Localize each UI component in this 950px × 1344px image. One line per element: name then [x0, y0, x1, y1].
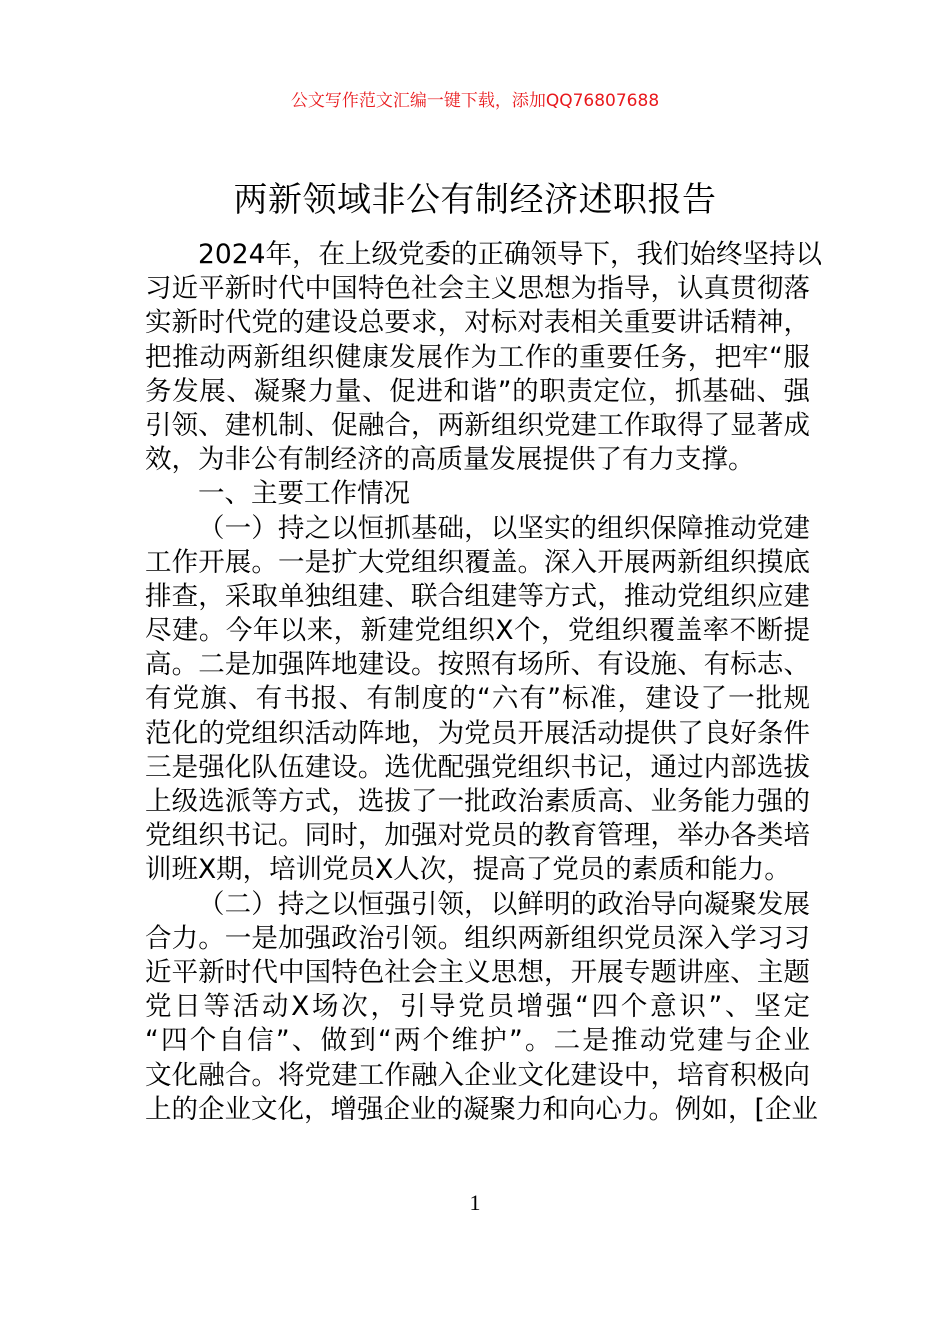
paragraph-line: 习近平新时代中国特色社会主义思想为指导，认真贯彻落	[145, 273, 810, 305]
paragraph-line: 实新时代党的建设总要求，对标对表相关重要讲话精神，	[145, 307, 810, 339]
paragraph-line: 尽建。今年以来，新建党组织X个，党组织覆盖率不断提	[145, 615, 810, 647]
paragraph-line: 有党旗、有书报、有制度的“六有”标准，建设了一批规	[145, 683, 810, 715]
paragraph-line: （二）持之以恒强引领，以鲜明的政治导向凝聚发展	[198, 888, 810, 920]
page-number: 1	[469, 1190, 481, 1215]
paragraph-line: 效，为非公有制经济的高质量发展提供了有力支撑。	[145, 444, 755, 476]
paragraph-line: 合力。一是加强政治引领。组织两新组织党员深入学习习	[145, 922, 810, 954]
paragraph-line: 一、主要工作情况	[198, 478, 410, 510]
paragraph-line: 党日等活动X场次，引导党员增强“四个意识”、坚定	[145, 991, 810, 1023]
paragraph-line: （一）持之以恒抓基础，以坚实的组织保障推动党建	[198, 512, 810, 544]
paragraph-line: 近平新时代中国特色社会主义思想，开展专题讲座、主题	[145, 956, 810, 988]
paragraph-line: 上的企业文化，增强企业的凝聚力和向心力。例如，[企业	[145, 1093, 818, 1125]
paragraph-line: 党组织书记。同时，加强对党员的教育管理，举办各类培	[145, 820, 810, 852]
paragraph-line: 2024年，在上级党委的正确领导下，我们始终坚持以	[198, 239, 822, 270]
paragraph-line: 高。二是加强阵地建设。按照有场所、有设施、有标志、	[145, 649, 810, 681]
paragraph-line: 三是强化队伍建设。选优配强党组织书记，通过内部选拔	[145, 751, 810, 783]
paragraph-line: 排查，采取单独组建、联合组建等方式，推动党组织应建	[145, 580, 810, 612]
paragraph-line: 工作开展。一是扩大党组织覆盖。深入开展两新组织摸底	[145, 546, 810, 578]
paragraph-line: 把推动两新组织健康发展作为工作的重要任务，把牢“服	[145, 341, 810, 373]
paragraph-line: 训班X期，培训党员X人次，提高了党员的素质和能力。	[145, 854, 791, 886]
paragraph-line: 引领、建机制、促融合，两新组织党建工作取得了显著成	[145, 409, 810, 441]
download-watermark: 公文写作范文汇编一键下载，添加QQ76807688	[290, 91, 660, 111]
paragraph-line: 上级选派等方式，选拔了一批政治素质高、业务能力强的	[145, 786, 810, 817]
document-body	[145, 238, 822, 1127]
document-title: 两新领域非公有制经济述职报告	[233, 180, 717, 220]
paragraph-line: “四个自信”、做到“两个维护”。二是推动党建与企业	[145, 1025, 810, 1057]
paragraph-line: 务发展、凝聚力量、促进和谐”的职责定位，抓基础、强	[145, 375, 810, 407]
paragraph-line: 范化的党组织活动阵地，为党员开展活动提供了良好条件	[145, 717, 810, 749]
paragraph-line: 文化融合。将党建工作融入企业文化建设中，培育积极向	[145, 1059, 810, 1091]
